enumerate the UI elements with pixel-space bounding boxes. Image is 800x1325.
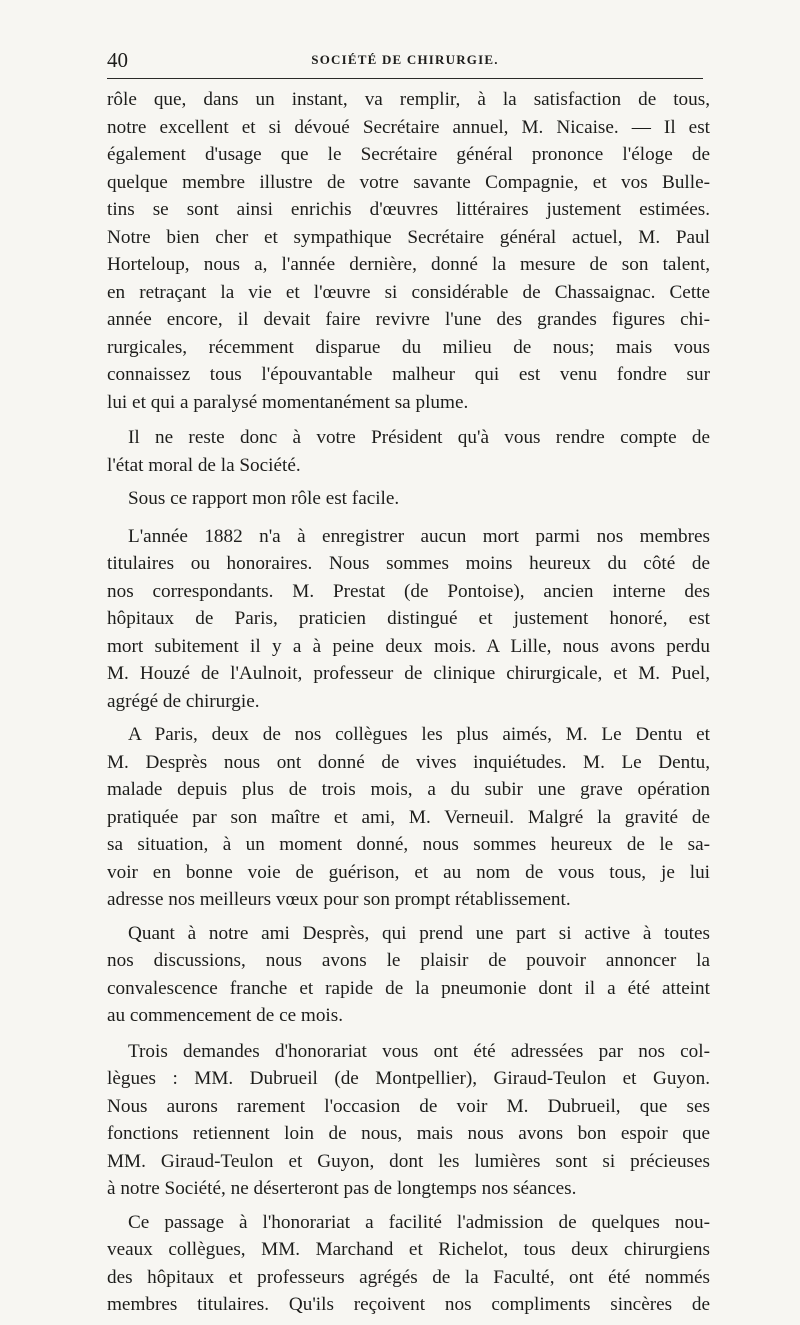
text-line: fonctions retiennent loin de nous, mais nous avons bon espoir que: [107, 1123, 710, 1144]
header-rule: [107, 78, 703, 79]
text-line: notre excellent et si dévoué Secrétaire annuel, M. Nicaise. — Il est: [107, 116, 710, 138]
text-line: Sous ce rapport mon rôle est facile.: [128, 488, 400, 509]
text-line: en retraçant la vie et l'œuvre si considérable de Chassaignac. Cette: [107, 281, 710, 303]
text-line: des hôpitaux et professeurs agrégés de la Faculté, ont été nommés: [107, 1266, 710, 1288]
body-text: [107, 86, 710, 1325]
text-line: Il ne reste donc à votre Président qu'à vous rendre compte de: [128, 427, 710, 448]
text-line: connaissez tous l'épouvantable malheur qui est venu fondre sur: [107, 364, 710, 385]
paragraph: [107, 1209, 710, 1319]
text-line: lègues : MM. Dubrueil (de Montpellier), Giraud-Teulon et Guyon.: [107, 1068, 710, 1089]
text-line: malade depuis plus de trois mois, a du subir une grave opération: [107, 779, 710, 800]
text-line: M. Houzé de l'Aulnoit, professeur de clinique chirurgicale, et M. Puel,: [107, 663, 710, 684]
text-line: Quant à notre ami Desprès, qui prend une part si active à toutes: [128, 922, 710, 944]
text-line: nos discussions, nous avons le plaisir de pouvoir annoncer la: [107, 950, 710, 971]
text-line: M. Desprès nous ont donné de vives inquiétudes. M. Le Dentu,: [107, 751, 710, 773]
text-line: A Paris, deux de nos collègues les plus aimés, M. Le Dentu et: [128, 724, 710, 745]
text-line: année encore, il devait faire revivre l'une des grandes figures chi-: [107, 309, 710, 330]
text-line: titulaires ou honoraires. Nous sommes moins heureux du côté de: [107, 553, 710, 574]
text-line: mort subitement il y a à peine deux mois. A Lille, nous avons perdu: [107, 635, 710, 657]
page-number: 40: [107, 48, 128, 72]
text-line: adresse nos meilleurs vœux pour son prompt rétablissement.: [107, 889, 571, 910]
text-line: à notre Société, ne déserteront pas de longtemps nos séances.: [107, 1178, 577, 1199]
text-line: rurgicales, récemment disparue du milieu de nous; mais vous: [107, 336, 710, 358]
text-line: L'année 1882 n'a à enregistrer aucun mort parmi nos membres: [128, 525, 710, 547]
paragraph: [107, 920, 710, 1030]
text-line: tins se sont ainsi enrichis d'œuvres littéraires justement estimées.: [107, 199, 710, 220]
text-line: quelque membre illustre de votre savante Compagnie, et vos Bulle-: [107, 171, 710, 193]
running-head: [107, 48, 703, 72]
text-line: hôpitaux de Paris, praticien distingué et justement honoré, est: [107, 608, 710, 629]
text-line: également d'usage que le Secrétaire général prononce l'éloge de: [107, 144, 710, 165]
running-title: SOCIÉTÉ DE CHIRURGIE.: [311, 52, 499, 67]
paragraph: [107, 485, 710, 513]
text-line: MM. Giraud-Teulon et Guyon, dont les lumières sont si précieuses: [107, 1150, 710, 1172]
text-line: veaux collègues, MM. Marchand et Richelot, tous deux chirurgiens: [107, 1239, 710, 1260]
text-line: au commencement de ce mois.: [107, 1005, 344, 1026]
text-line: Notre bien cher et sympathique Secrétaire général actuel, M. Paul: [107, 226, 710, 248]
text-line: sa situation, à un moment donné, nous sommes heureux de le sa-: [107, 834, 710, 855]
text-line: Trois demandes d'honorariat vous ont été adressées par nos col-: [128, 1040, 710, 1062]
text-line: lui et qui a paralysé momentanément sa plume.: [107, 391, 469, 413]
text-line: Horteloup, nous a, l'année dernière, donné la mesure de son talent,: [107, 254, 710, 275]
text-line: Ce passage à l'honorariat a facilité l'admission de quelques nou-: [128, 1211, 710, 1233]
paragraph: [107, 523, 710, 716]
paragraph: [107, 721, 710, 914]
text-line: voir en bonne voie de guérison, et au nom de vous tous, je lui: [107, 861, 710, 883]
paragraph: [107, 86, 710, 416]
text-line: membres titulaires. Qu'ils reçoivent nos compliments sincères de: [107, 1294, 710, 1315]
text-line: l'état moral de la Société.: [107, 454, 301, 476]
paragraph: [107, 1038, 710, 1203]
text-line: nos correspondants. M. Prestat (de Pontoise), ancien interne des: [107, 580, 710, 602]
paragraph: [107, 424, 710, 479]
text-line: agrégé de chirurgie.: [107, 690, 260, 712]
text-line: pratiquée par son maître et ami, M. Verneuil. Malgré la gravité de: [107, 806, 710, 828]
text-line: convalescence franche et rapide de la pneumonie dont il a été atteint: [107, 977, 710, 999]
text-line: rôle que, dans un instant, va remplir, à la satisfaction de tous,: [107, 89, 710, 110]
text-line: Nous aurons rarement l'occasion de voir M. Dubrueil, que ses: [107, 1095, 710, 1117]
